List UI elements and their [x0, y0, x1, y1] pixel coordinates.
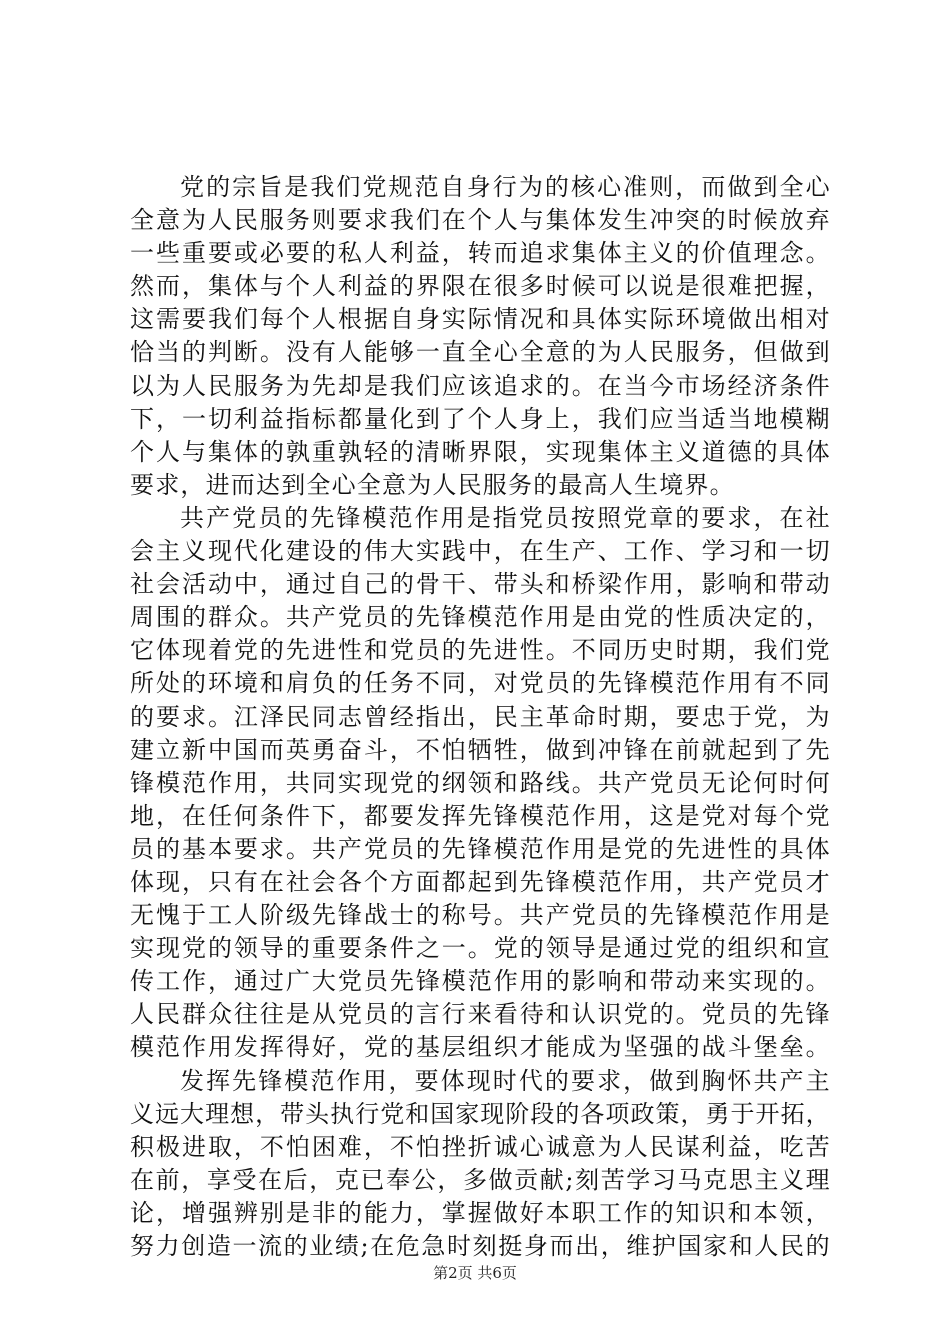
text-line: 共产党员的先锋模范作用是指党员按照党章的要求，在社: [180, 503, 830, 532]
text-line: 然而，集体与个人利益的界限在很多时候可以说是很难把握，: [130, 272, 830, 301]
text-line: 模范作用发挥得好，党的基层组织才能成为坚强的战斗堡垒。: [130, 1033, 830, 1062]
text-line: 论，增强辨别是非的能力，掌握做好本职工作的知识和本领，: [130, 1198, 830, 1227]
text-line: 党的宗旨是我们党规范自身行为的核心准则，而做到全心: [180, 173, 830, 201]
text-line: 发挥先锋模范作用，要体现时代的要求，做到胸怀共产主: [180, 1066, 830, 1095]
text-line: 体现，只有在社会各个方面都起到先锋模范作用，共产党员才: [130, 867, 830, 896]
text-line: 恰当的判断。没有人能够一直全心全意的为人民服务，但做到: [130, 338, 830, 367]
text-line: 它体现着党的先进性和党员的先进性。不同历史时期，我们党: [130, 636, 830, 665]
text-line: 实现党的领导的重要条件之一。党的领导是通过党的组织和宣: [130, 934, 830, 963]
text-line: 传工作，通过广大党员先锋模范作用的影响和带动来实现的。: [130, 967, 830, 996]
text-line: 社会活动中，通过自己的骨干、带头和桥梁作用，影响和带动: [130, 570, 830, 599]
text-line: 建立新中国而英勇奋斗，不怕牺牲，做到冲锋在前就起到了先: [130, 735, 830, 764]
text-line: 会主义现代化建设的伟大实践中，在生产、工作、学习和一切: [130, 537, 830, 566]
text-line: 所处的环境和肩负的任务不同，对党员的先锋模范作用有不同: [130, 669, 830, 698]
text-line: 个人与集体的孰重孰轻的清晰界限，实现集体主义道德的具体: [130, 437, 830, 466]
paragraph: [130, 502, 830, 1065]
text-line: 义远大理想，带头执行党和国家现阶段的各项政策，勇于开拓，: [130, 1099, 830, 1128]
text-line: 人民群众往往是从党员的言行来看待和认识党的。党员的先锋: [130, 1000, 830, 1029]
text-line: 一些重要或必要的私人利益，转而追求集体主义的价值理念。: [130, 239, 830, 268]
document-body: [130, 171, 830, 1263]
paragraph: [130, 171, 830, 502]
text-line: 下，一切利益指标都量化到了个人身上，我们应当适当地模糊: [130, 404, 830, 433]
text-line: 以为人民服务为先却是我们应该追求的。在当今市场经济条件: [130, 371, 830, 400]
text-line: 无愧于工人阶级先锋战士的称号。共产党员的先锋模范作用是: [130, 901, 830, 930]
text-line: 努力创造一流的业绩;在危急时刻挺身而出，维护国家和人民的: [130, 1232, 830, 1260]
text-line: 周围的群众。共产党员的先锋模范作用是由党的性质决定的，: [130, 603, 830, 632]
text-line: 锋模范作用，共同实现党的纲领和路线。共产党员无论何时何: [130, 768, 830, 797]
text-line: 的要求。江泽民同志曾经指出，民主革命时期，要忠于党，为: [130, 702, 830, 731]
page-number-footer: 第2页 共6页: [433, 1264, 517, 1282]
text-line: 地，在任何条件下，都要发挥先锋模范作用，这是党对每个党: [130, 801, 830, 830]
text-line: 员的基本要求。共产党员的先锋模范作用是党的先进性的具体: [130, 834, 830, 863]
text-line: 在前，享受在后，克已奉公，多做贡献;刻苦学习马克思主义理: [130, 1165, 830, 1194]
text-line: 全意为人民服务则要求我们在个人与集体发生冲突的时候放弃: [130, 206, 830, 235]
text-line: 积极进取，不怕困难，不怕挫折诚心诚意为人民谋利益，吃苦: [130, 1132, 830, 1161]
paragraph: [130, 1065, 830, 1264]
text-line: 这需要我们每个人根据自身实际情况和具体实际环境做出相对: [130, 305, 830, 334]
text-line: 要求，进而达到全心全意为人民服务的最高人生境界。: [130, 470, 735, 499]
